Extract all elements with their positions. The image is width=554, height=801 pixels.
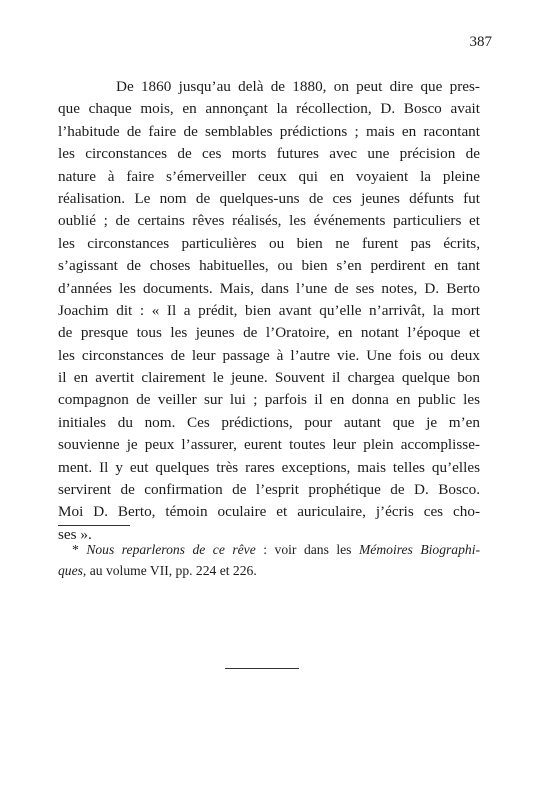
text-line: initiales du nom. Ces prédictions, pour autant que je m’en [58, 413, 480, 431]
text-line: compagnon de veiller sur lui ; parfois il en donna en public les [58, 391, 480, 409]
footnote-text: : voir dans les [255, 542, 359, 557]
text-line: les circonstances de ces morts futures avec une précision de [58, 145, 480, 163]
text-line: servirent de confirmation de l’esprit prophétique de D. Bosco. [58, 481, 480, 499]
text-line: nature à faire s’émerveiller ceux qui en voyaient la pleine [58, 167, 480, 185]
footnote-divider [58, 525, 130, 526]
text-line: ment. Il y eut quelques très rares exceptions, mais telles qu’elles [58, 458, 480, 476]
footnote-marker: * [72, 542, 79, 557]
text-line: souvienne je peux l’assurer, eurent toutes leur plein accomplisse- [58, 436, 480, 454]
text-line: que chaque mois, en annonçant la récollection, D. Bosco avait [58, 100, 480, 118]
page-number: 387 [469, 34, 492, 50]
section-end-divider [225, 668, 299, 669]
text-line: Joachim dit : « Il a prédit, bien avant qu’elle n’arrivât, la mort [58, 301, 480, 319]
text-line: il en avertit clairement le jeune. Souvent il chargea quelque bon [58, 369, 480, 387]
footnote-reference: , au volume VII, pp. 224 et 226. [82, 563, 257, 578]
footnote-italic-work-end: ques [58, 563, 83, 578]
text-line: d’années les documents. Mais, dans l’une de ses notes, D. Berto [58, 279, 480, 297]
text-line: de presque tous les jeunes de l’Oratoire, en notant l’époque et [58, 324, 480, 342]
footnote-italic-title: Nous reparlerons de ce rêve [86, 542, 256, 557]
text-line: Moi D. Berto, témoin oculaire et auriculaire, j’écris ces cho- [58, 503, 480, 521]
footnote-italic-work: Mémoires Biographi- [358, 542, 481, 557]
footnote-line-1 [58, 539, 480, 560]
text-line: ses ». [58, 525, 92, 543]
footnote-line-2 [58, 560, 480, 581]
text-line: les circonstances particulières ou bien ne furent pas écrits, [58, 234, 480, 252]
text-line: les circonstances de leur passage à l’autre vie. Une fois ou deux [58, 346, 480, 364]
main-text [58, 76, 480, 546]
text-line: réalisation. Le nom de quelques-uns de ces jeunes défunts fut [58, 189, 480, 207]
text-line: De 1860 jusqu’au delà de 1880, on peut dire que pres- [116, 78, 480, 95]
text-line: s’agissant de choses habituelles, ou bien s’en perdirent en tant [58, 257, 480, 275]
text-line: l’habitude de faire de semblables prédictions ; mais en racontant [58, 122, 480, 140]
text-line: oublié ; de certains rêves réalisés, les événements particuliers et [58, 212, 480, 230]
footnote [58, 539, 480, 581]
